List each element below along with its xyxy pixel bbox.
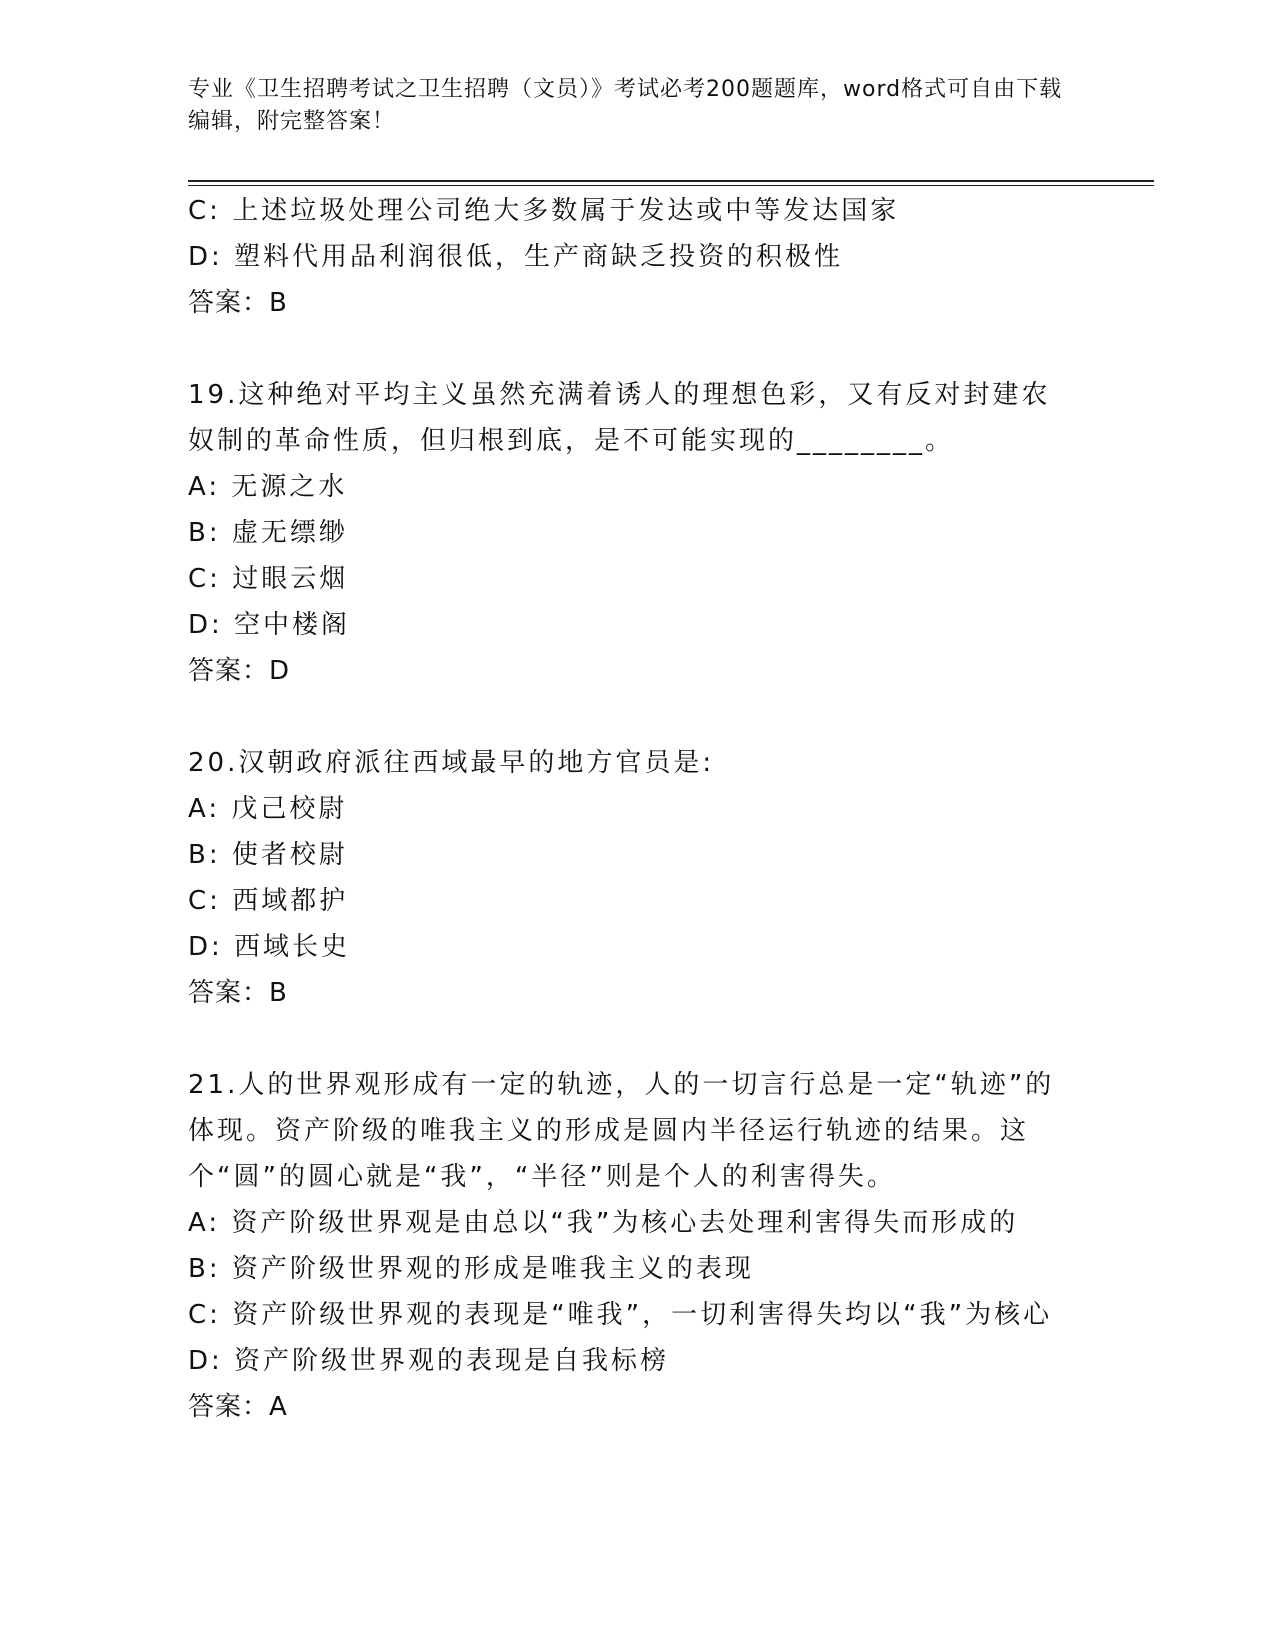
spacer bbox=[188, 1016, 1088, 1062]
question-stem: 20.汉朝政府派往西域最早的地方官员是: bbox=[188, 748, 715, 778]
option-label: D: bbox=[188, 610, 223, 640]
prev-question-block bbox=[188, 188, 1088, 326]
option-label: C: bbox=[188, 1300, 221, 1330]
option-a bbox=[188, 464, 1088, 510]
option-b bbox=[188, 510, 1088, 556]
option-c bbox=[188, 1292, 1078, 1338]
option-d bbox=[188, 602, 1088, 648]
option-text: 戊己校尉 bbox=[231, 794, 348, 824]
option-label: A: bbox=[188, 794, 221, 824]
spacer bbox=[188, 694, 1088, 740]
question-19 bbox=[188, 372, 1088, 694]
option-label: D: bbox=[188, 932, 223, 962]
option-label: C: bbox=[188, 564, 221, 594]
option-c bbox=[188, 556, 1088, 602]
question-stem: 21.人的世界观形成有一定的轨迹，人的一切言行总是一定“轨迹”的体现。资产阶级的唯我主义的形成是圆内半径运行轨迹的结果。这个“圆”的圆心就是“我”，“半径”则是个人的利害得失。 bbox=[188, 1070, 1055, 1192]
header-divider-thin bbox=[188, 185, 1154, 186]
option-label: A: bbox=[188, 1208, 221, 1238]
option-text: 资产阶级世界观是由总以“我”为核心去处理利害得失而形成的 bbox=[231, 1208, 1019, 1238]
answer-line: 答案：B bbox=[188, 288, 288, 318]
answer-line: 答案：B bbox=[188, 978, 288, 1008]
option-text: 资产阶级世界观的表现是“唯我”，一切利害得失均以“我”为核心 bbox=[232, 1300, 1053, 1330]
question-stem: 19.这种绝对平均主义虽然充满着诱人的理想色彩，又有反对封建农奴制的革命性质，但归根到底，是不可能实现的________。 bbox=[188, 380, 1051, 456]
option-text: 使者校尉 bbox=[231, 840, 348, 870]
document-header: 专业《卫生招聘考试之卫生招聘（文员）》考试必考200题题库，word格式可自由下载编辑，附完整答案！ bbox=[188, 77, 1063, 134]
option-label: B: bbox=[188, 1254, 221, 1284]
option-text: 西域长史 bbox=[234, 932, 351, 962]
answer-line: 答案：D bbox=[188, 656, 291, 686]
option-c bbox=[188, 878, 1088, 924]
option-c bbox=[188, 188, 1088, 234]
option-text: 虚无缥缈 bbox=[231, 518, 348, 548]
option-label: D: bbox=[188, 1346, 223, 1376]
option-label: B: bbox=[188, 518, 221, 548]
option-text: 空中楼阁 bbox=[234, 610, 351, 640]
spacer bbox=[188, 326, 1088, 372]
header-divider-thick bbox=[188, 180, 1154, 182]
option-d bbox=[188, 234, 1088, 280]
option-b bbox=[188, 1246, 1088, 1292]
option-text: 塑料代用品利润很低，生产商缺乏投资的积极性 bbox=[234, 242, 844, 272]
option-label: D: bbox=[188, 242, 223, 272]
option-text: 资产阶级世界观的形成是唯我主义的表现 bbox=[231, 1254, 754, 1284]
option-b bbox=[188, 832, 1088, 878]
option-text: 无源之水 bbox=[231, 472, 348, 502]
option-label: B: bbox=[188, 840, 221, 870]
option-text: 过眼云烟 bbox=[232, 564, 349, 594]
option-a bbox=[188, 1200, 1088, 1246]
question-list bbox=[188, 188, 1088, 1430]
option-text: 资产阶级世界观的表现是自我标榜 bbox=[234, 1346, 670, 1376]
option-text: 西域都护 bbox=[232, 886, 349, 916]
option-text: 上述垃圾处理公司绝大多数属于发达或中等发达国家 bbox=[232, 196, 900, 226]
option-label: C: bbox=[188, 886, 221, 916]
option-d bbox=[188, 924, 1088, 970]
question-20 bbox=[188, 740, 1088, 1016]
option-label: C: bbox=[188, 196, 221, 226]
option-a bbox=[188, 786, 1088, 832]
option-label: A: bbox=[188, 472, 221, 502]
answer-line: 答案：A bbox=[188, 1392, 288, 1422]
option-d bbox=[188, 1338, 1088, 1384]
question-21 bbox=[188, 1062, 1088, 1430]
